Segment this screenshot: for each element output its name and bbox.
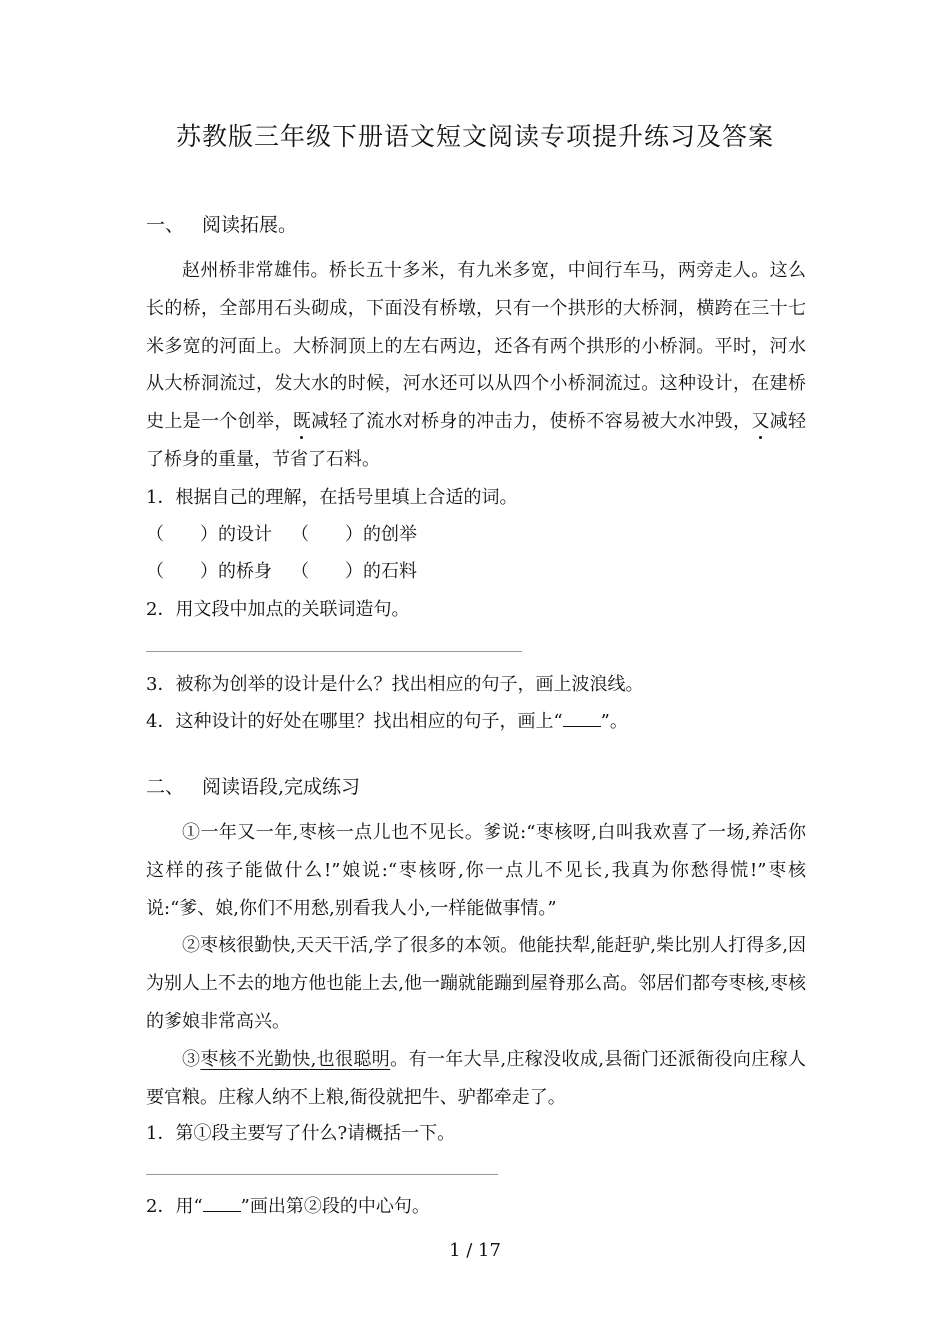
paragraph-3-text: 。有一年大旱,庄稼没收成,县衙门还派衙役向庄稼人要官粮。庄稼人纳不上粮,衙役就把牛、驴都牵走了。 bbox=[146, 1048, 806, 1108]
section-1-number: 一、 bbox=[146, 214, 185, 236]
page-number: 1 / 17 bbox=[449, 1240, 501, 1261]
section-2-heading bbox=[146, 772, 360, 799]
fill-in-row-2 bbox=[146, 557, 417, 583]
question-2-1: 1．第①段主要写了什么?请概括一下。 bbox=[146, 1123, 456, 1144]
question-2-2 bbox=[146, 1192, 430, 1218]
fill-in-blank-innovation[interactable]: （ ）的创举 bbox=[291, 524, 417, 545]
question-2-2-text-a: 2．用“ bbox=[146, 1196, 203, 1217]
paragraph-1: ①一年又一年,枣核一点儿也不见长。爹说:“枣核呀,白叫我欢喜了一场,养活你这样的孩子能做什么!”娘说:“枣核呀,你一点儿不见长,我真为你愁得慌!”枣核说:“爹、娘,你们不用愁,别看我人小,一样能做事情。” bbox=[146, 822, 806, 919]
section-2-title: 阅读语段,完成练习 bbox=[202, 776, 361, 798]
question-1-1: 1．根据自己的理解，在括号里填上合适的词。 bbox=[146, 487, 518, 508]
section-1-title: 阅读拓展。 bbox=[202, 214, 298, 236]
paragraph-3 bbox=[146, 1041, 806, 1117]
fill-in-blank-design[interactable]: （ ）的设计 bbox=[146, 524, 272, 545]
underline-sample-2 bbox=[203, 1197, 241, 1212]
section-2-number: 二、 bbox=[146, 776, 185, 798]
passage-text-b: 减轻了流水对桥身的冲击力，使桥不容易被大水冲毁， bbox=[311, 411, 752, 433]
paragraph-2: ②枣核很勤快,天天干活,学了很多的本领。他能扶犁,能赶驴,柴比别人打得多,因为别人上不去的地方他也能上去,他一蹦就能蹦到屋脊那么高。邻居们都夸枣核,枣核的爹娘非常高兴。 bbox=[146, 935, 806, 1032]
section-1-heading bbox=[146, 210, 297, 237]
fill-in-blank-stone[interactable]: （ ）的石料 bbox=[291, 561, 417, 582]
underline-sample bbox=[563, 712, 601, 727]
question-1-4 bbox=[146, 707, 628, 733]
underlined-sentence: 枣核不光勤快,也很聪明 bbox=[200, 1048, 391, 1070]
section-2-passage bbox=[146, 814, 806, 1116]
paragraph-3-number: ③ bbox=[182, 1048, 201, 1070]
page-title: 苏教版三年级下册语文短文阅读专项提升练习及答案 bbox=[175, 122, 774, 151]
fill-in-blank-bridge-body[interactable]: （ ）的桥身 bbox=[146, 561, 272, 582]
answer-line-2-1[interactable] bbox=[146, 1174, 498, 1175]
question-2-2-text-b: ”画出第②段的中心句。 bbox=[240, 1196, 430, 1217]
section-1-passage bbox=[146, 252, 806, 479]
question-1-3: 3．被称为创举的设计是什么？找出相应的句子，画上波浪线。 bbox=[146, 674, 644, 695]
fill-in-row-1 bbox=[146, 520, 417, 546]
question-1-4-text-b: ”。 bbox=[600, 711, 628, 732]
passage-text-a: 赵州桥非常雄伟。桥长五十多米，有九米多宽，中间行车马，两旁走人。这么长的桥，全部用石头砌成，下面没有桥墩，只有一个拱形的大桥洞，横跨在三十七米多宽的河面上。大桥洞顶上的左右两边，还各有两个拱形的小桥洞。平时，河水从大桥洞流过，发大水的时候，河水还可以从四个小桥洞流过。这种设计，在建桥史上是一个创举， bbox=[146, 260, 806, 433]
emphasis-dot-word-2: 又 bbox=[751, 411, 770, 433]
question-1-4-text-a: 4．这种设计的好处在哪里？找出相应的句子，画上“ bbox=[146, 711, 563, 732]
passage-text-c: 减轻了桥身的重量，节省了石料。 bbox=[146, 411, 807, 470]
question-1-2: 2．用文段中加点的关联词造句。 bbox=[146, 599, 410, 620]
answer-line-1-2[interactable] bbox=[146, 651, 522, 652]
emphasis-dot-word-1: 既 bbox=[292, 411, 312, 433]
